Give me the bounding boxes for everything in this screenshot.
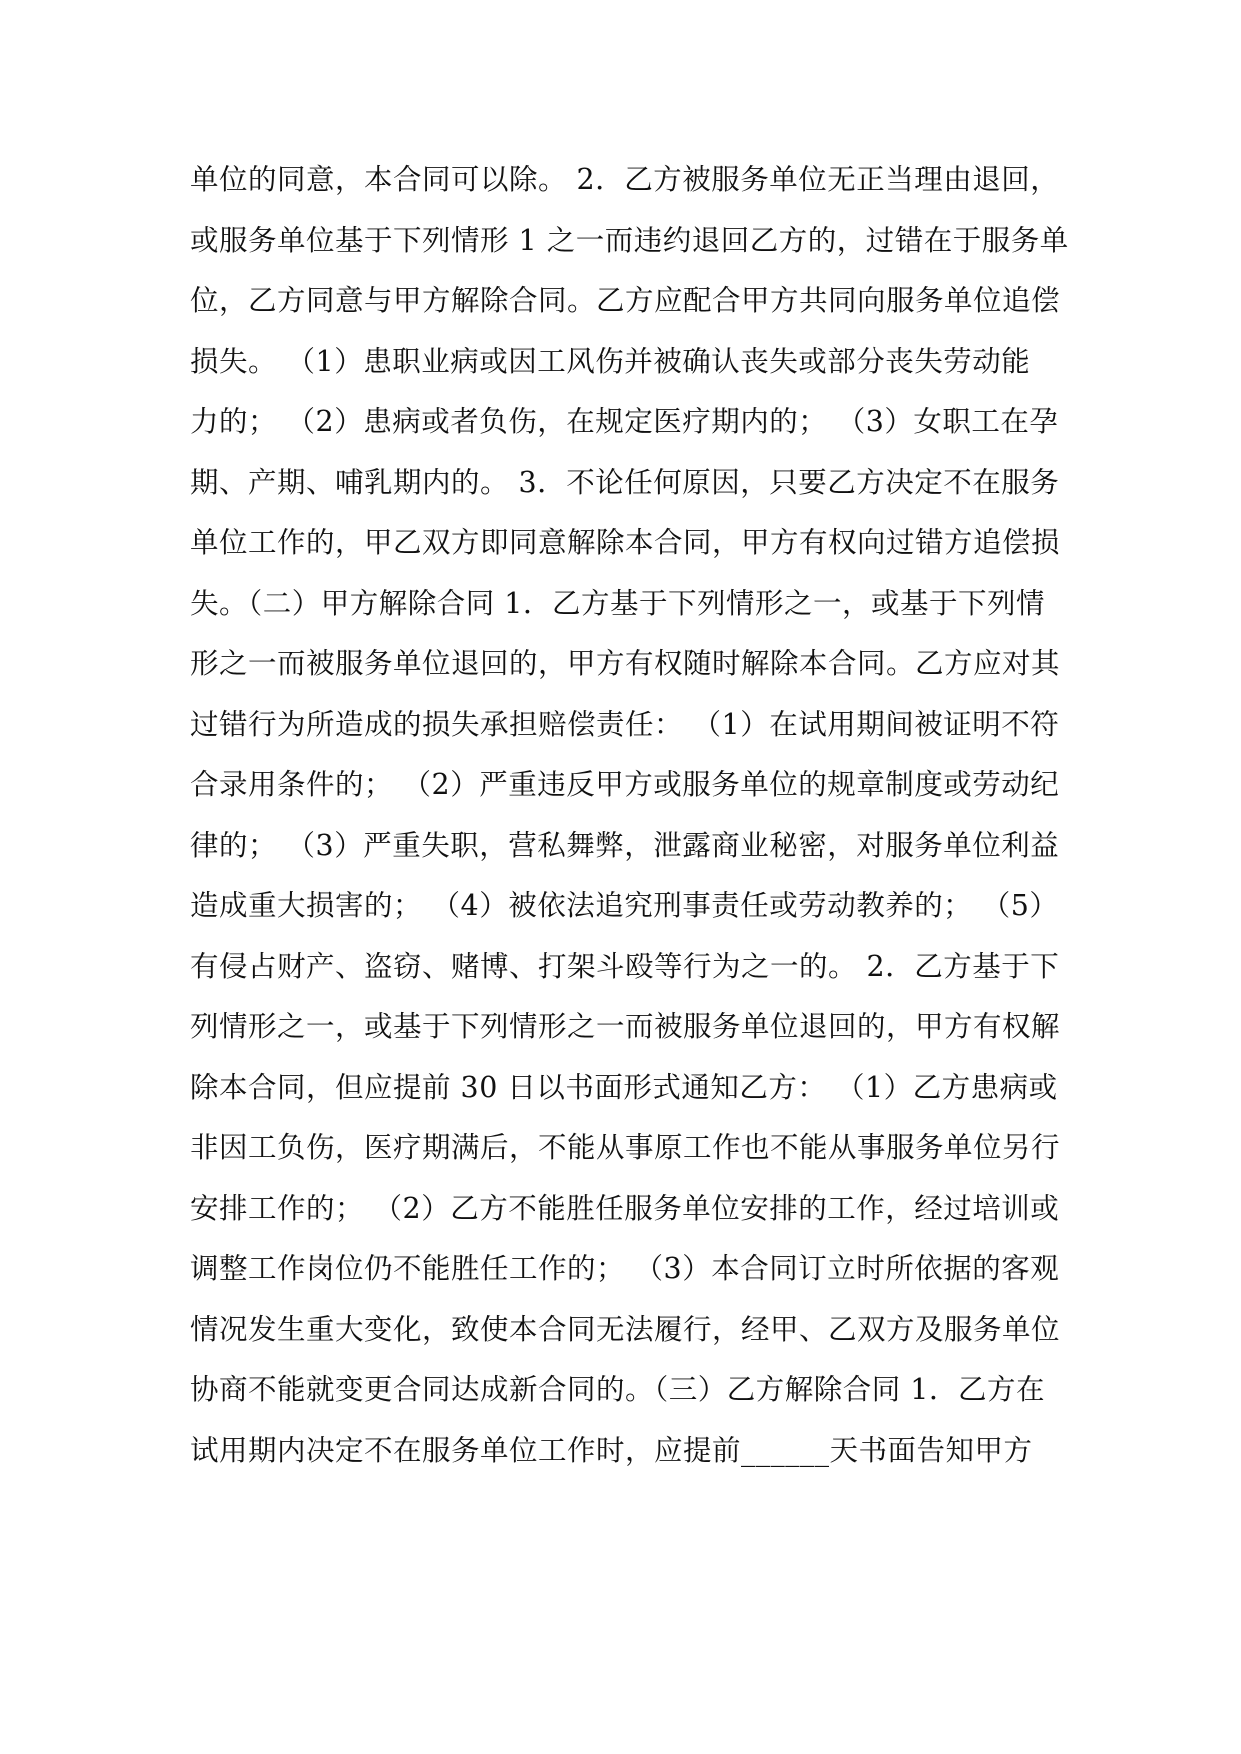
text-line-17: 非因工负伤，医疗期满后，不能从事原工作也不能从事服务单位另行 — [190, 1131, 1061, 1164]
text-line-16: 除本合同，但应提前 30 日以书面形式通知乙方： （1）乙方患病或 — [190, 1070, 1058, 1104]
text-line-18: 安排工作的； （2）乙方不能胜任服务单位安排的工作，经过培训或 — [190, 1191, 1060, 1225]
text-line-6: 期、产期、哺乳期内的。 3．不论任何原因，只要乙方决定不在服务 — [190, 465, 1060, 499]
text-line-20: 情况发生重大变化，致使本合同无法履行，经甲、乙双方及服务单位 — [190, 1312, 1061, 1346]
text-line-15: 列情形之一，或基于下列情形之一而被服务单位退回的，甲方有权解 — [190, 1010, 1061, 1043]
text-line-5: 力的； （2）患病或者负伤，在规定医疗期内的； （3）女职工在孕 — [190, 405, 1059, 438]
text-line-10: 过错行为所造成的损失承担赔偿责任： （1）在试用期间被证明不符 — [190, 707, 1060, 741]
text-line-22: 试用期内决定不在服务单位工作时，应提前______天书面告知甲方 — [190, 1433, 1033, 1467]
text-line-4: 损失。 （1）患职业病或因工风伤并被确认丧失或部分丧失劳动能 — [190, 344, 1031, 378]
text-line-3: 位，乙方同意与甲方解除合同。乙方应配合甲方共同向服务单位追偿 — [190, 284, 1061, 317]
text-line-19: 调整工作岗位仍不能胜任工作的； （3）本合同订立时所依据的客观 — [190, 1252, 1060, 1285]
text-line-12: 律的； （3）严重失职，营私舞弊，泄露商业秘密，对服务单位利益 — [190, 828, 1060, 862]
text-line-9: 形之一而被服务单位退回的，甲方有权随时解除本合同。乙方应对其 — [190, 647, 1061, 680]
text-line-14: 有侵占财产、盗窃、赌博、打架斗殴等行为之一的。 2．乙方基于下 — [190, 949, 1060, 983]
text-line-1: 单位的同意，本合同可以除。 2．乙方被服务单位无正当理由退回， — [190, 163, 1060, 196]
text-line-8: 失。（二）甲方解除合同 1．乙方基于下列情形之一，或基于下列情 — [190, 586, 1045, 620]
document-body — [190, 150, 1069, 1481]
text-line-2: 或服务单位基于下列情形 1 之一而违约退回乙方的，过错在于服务单 — [190, 223, 1069, 257]
text-line-21: 协商不能就变更合同达成新合同的。（三）乙方解除合同 1．乙方在 — [190, 1373, 1045, 1406]
text-line-7: 单位工作的，甲乙双方即同意解除本合同，甲方有权向过错方追偿损 — [190, 526, 1061, 559]
text-line-13: 造成重大损害的； （4）被依法追究刑事责任或劳动教养的； （5） — [190, 889, 1059, 922]
text-line-11: 合录用条件的； （2）严重违反甲方或服务单位的规章制度或劳动纪 — [190, 768, 1060, 801]
